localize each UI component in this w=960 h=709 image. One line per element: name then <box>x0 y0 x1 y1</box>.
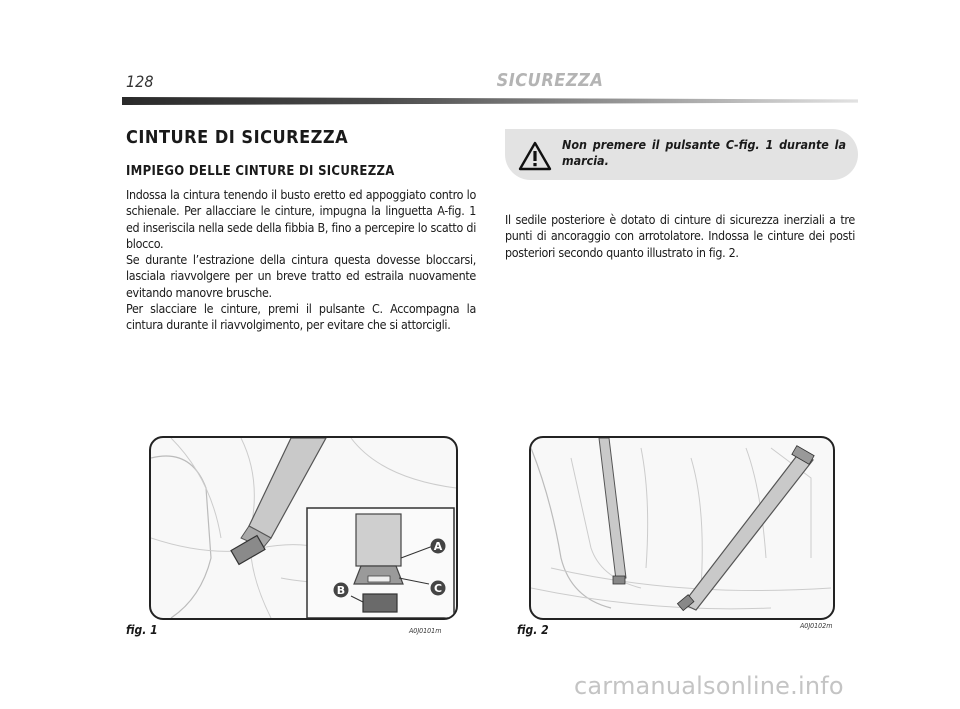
label-b: B <box>336 584 346 597</box>
warning-triangle-icon <box>518 141 552 171</box>
figure-1-caption: fig. 1 <box>126 623 158 637</box>
figure-2-code: A0J0102m <box>800 622 833 630</box>
figure-1-seatbelt-buckle <box>149 436 458 620</box>
warning-text: Non premere il pulsante C-fig. 1 durante la marcia. <box>562 137 846 168</box>
chapter-subtitle: IMPIEGO DELLE CINTURE DI SICUREZZA <box>126 164 395 179</box>
body-text-left <box>126 187 476 334</box>
figure-2-caption: fig. 2 <box>517 623 549 637</box>
figure-2-rear-seat-belts <box>529 436 835 620</box>
body-text-right: Il sedile posteriore è dotato di cinture di sicurezza inerziali a tre punti di ancoraggio con arrotolatore. Indossa le cinture dei posti posteriori secondo quanto illustrato in fig. 2. <box>505 212 855 260</box>
paragraph: Per slacciare le cinture, premi il pulsante C. Accompagna la cintura durante il riavvolgimento, per evitare che si attorcigli. <box>126 301 476 333</box>
header-rule <box>122 97 858 105</box>
paragraph: Indossa la cintura tenendo il busto eretto ed appoggiato contro lo schienale. Per allacciare le cinture, impugna la linguetta A-fig. 1 ed inseriscila nella sede della fibbia B, fino a percepire lo scatto di blocco. <box>126 187 476 251</box>
chapter-title: CINTURE DI SICUREZZA <box>126 127 349 148</box>
label-a: A <box>433 540 443 553</box>
label-c: C <box>433 582 443 595</box>
figure-1-code: A0J0101m <box>409 627 442 635</box>
section-title: SICUREZZA <box>496 70 604 91</box>
paragraph: Se durante l’estrazione della cintura questa dovesse bloccarsi, lasciala riavvolgere per un breve tratto ed estraila nuovamente evitando manovre brusche. <box>126 252 476 300</box>
page-number: 128 <box>126 72 154 91</box>
watermark: carmanualsonline.info <box>574 672 844 700</box>
